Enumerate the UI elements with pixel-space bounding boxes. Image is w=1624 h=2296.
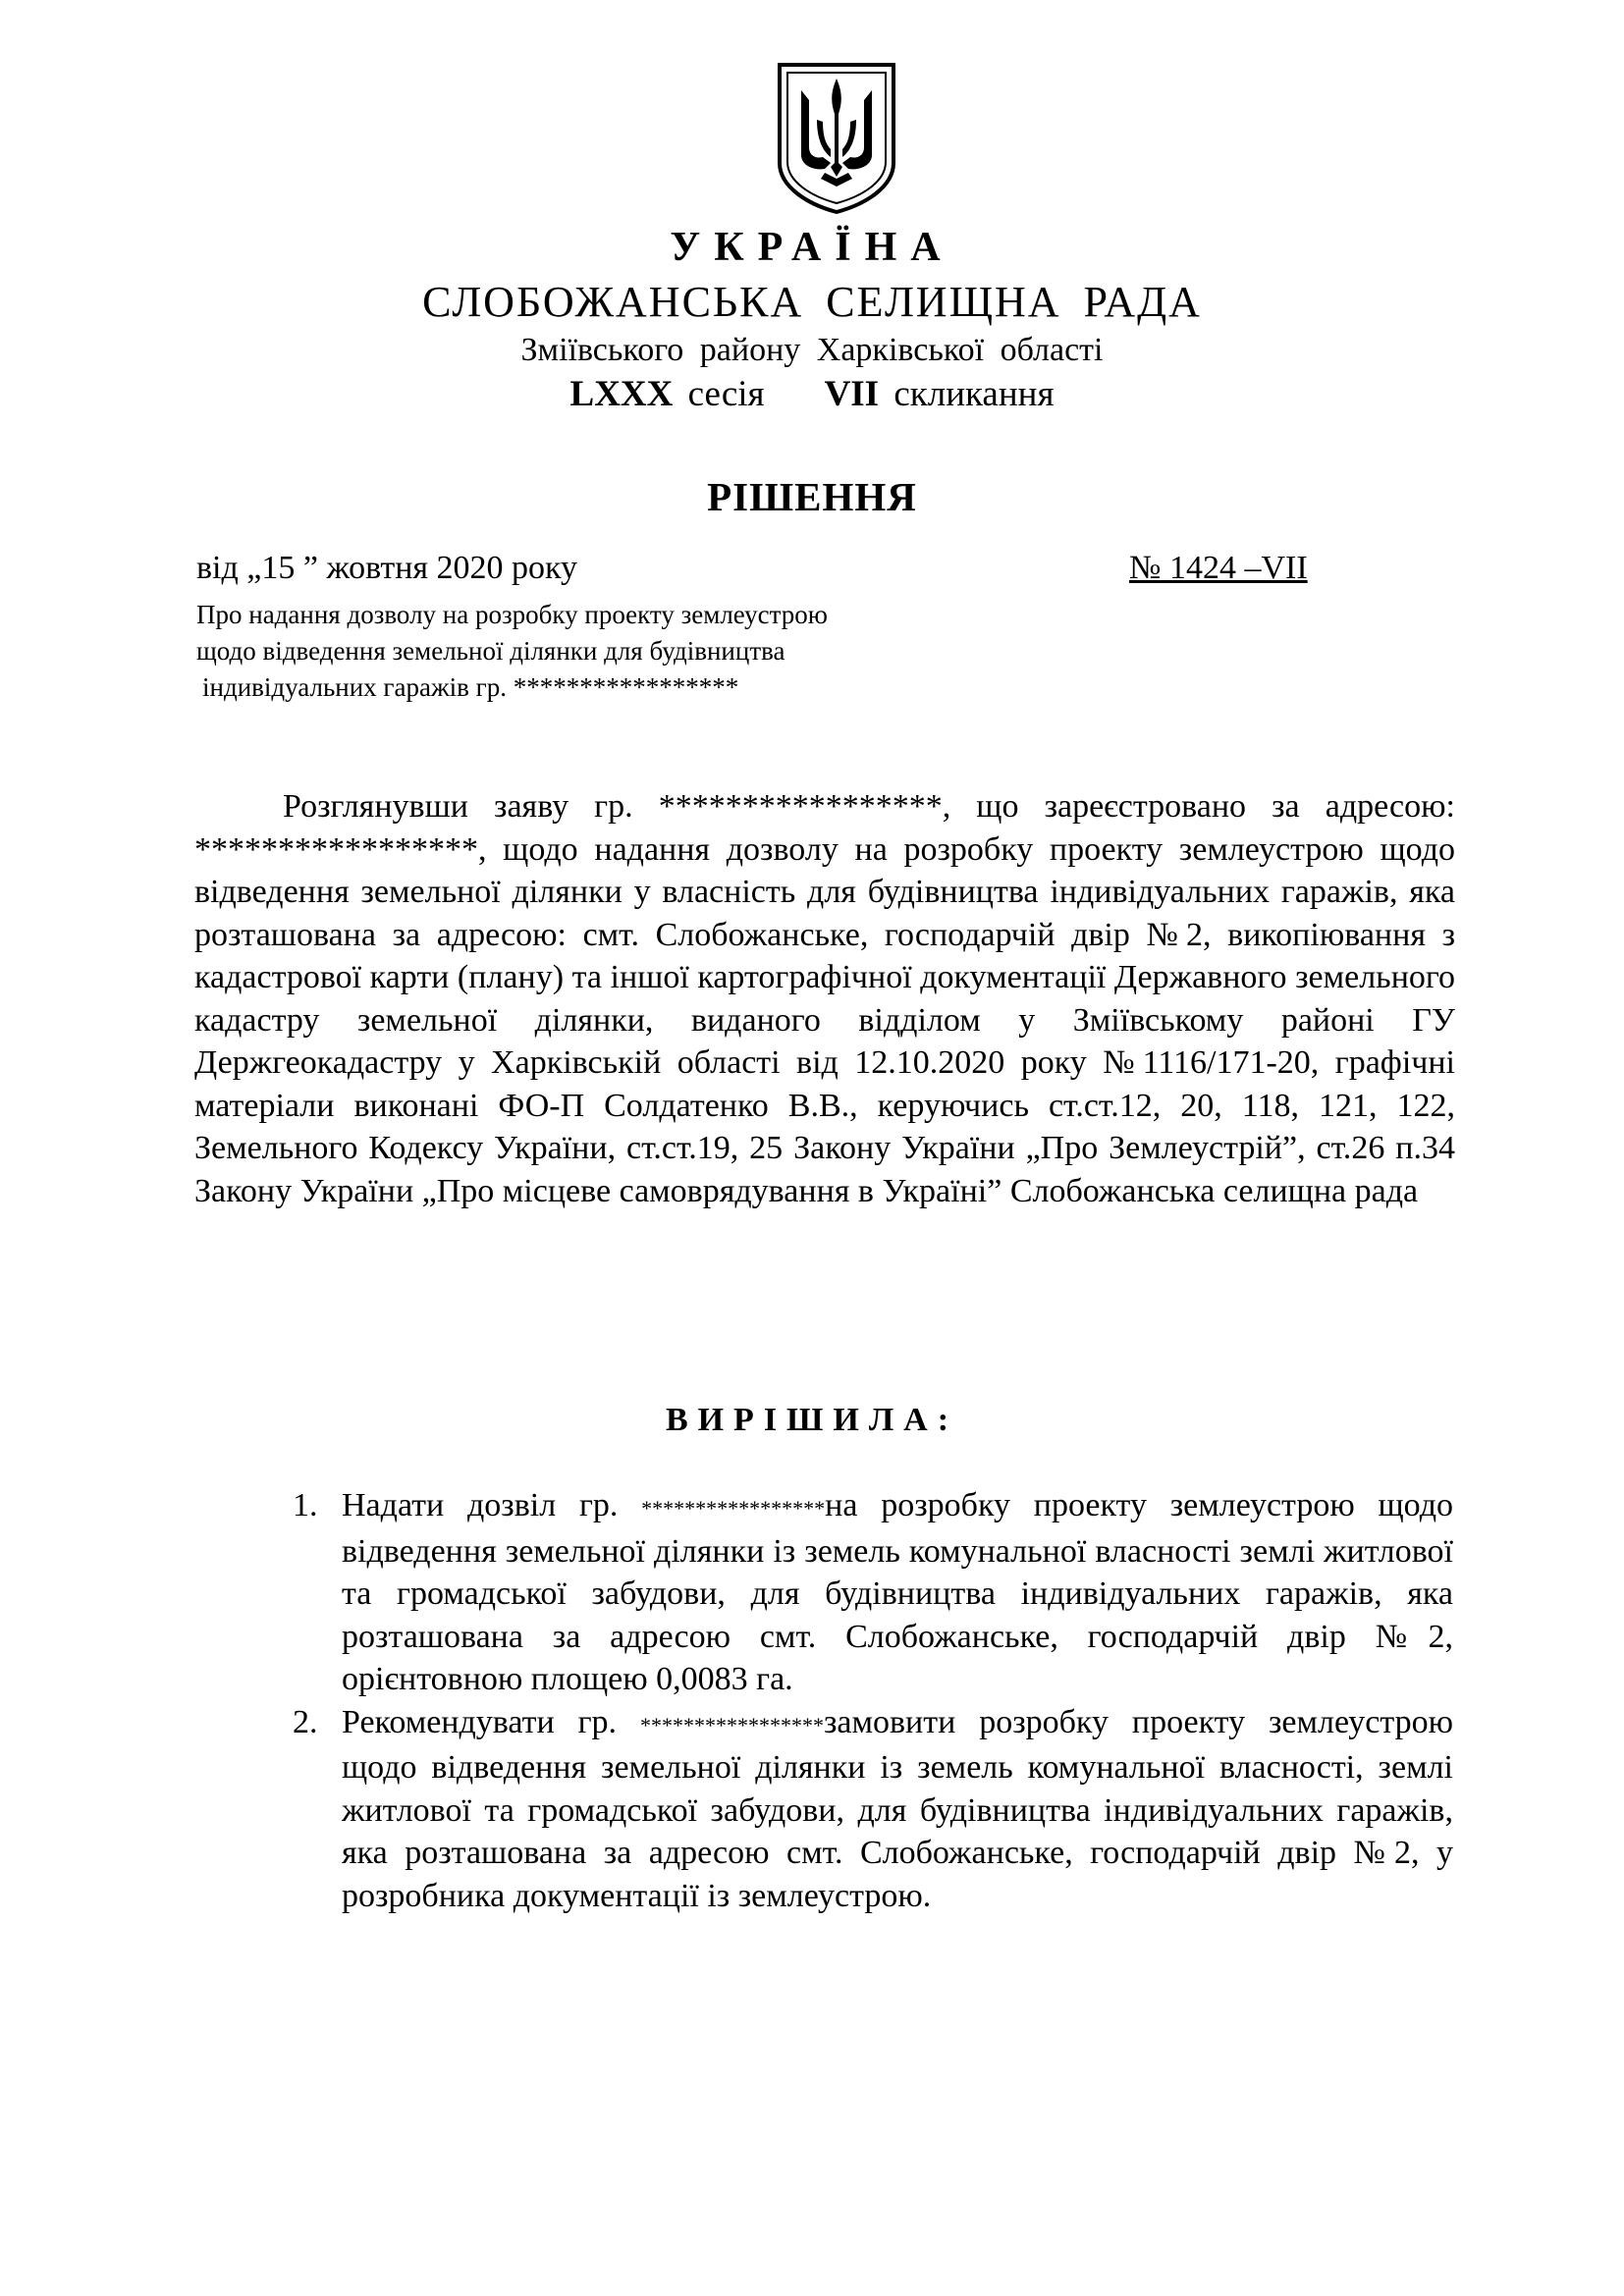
resolution-heading: ВИРІШИЛА: [665,1402,959,1438]
subject-line: Про надання дозволу на розробку проекту землеустрою [196,600,828,629]
item-number: 2. [293,1703,318,1740]
district-region: Зміївського району Харківської області [520,332,1104,368]
preamble-paragraph [194,785,1455,1212]
resolution-list [285,1484,1453,1917]
document-title: РІШЕННЯ [707,474,917,519]
convocation-word: скликання [893,374,1055,414]
subject-line: індивідуальних гаражів гр. ***************** [202,672,739,702]
session-roman: LXXX [569,374,674,414]
item-lead: Надати дозвіл гр. [342,1487,619,1523]
item-lead: Рекомендувати гр. [342,1703,618,1740]
decision-number: № 1424 –VII [1129,550,1308,586]
subject-line: щодо відведення земельної ділянки для будівництва [196,636,785,666]
item-number: 1. [293,1487,318,1523]
session-line [0,373,1624,415]
redacted-name: ***************** [641,1496,826,1521]
country-name: УКРАЇНА [670,225,954,270]
list-item [285,1701,1453,1918]
item-text: замовити розробку проекту землеустрою щодо відведення земельної ділянки із земель комунальної власності, землі житлової та громадської забудови, для будівництва індивідуальних гаражів, яка розташована за адресою смт. Слобожанське, господарчій двір №2, у розробника документації із землеустрою. [342,1703,1453,1914]
list-item [285,1484,1453,1701]
trident-coat-of-arms-icon [774,61,899,216]
convocation-roman: VII [824,374,880,414]
session-word: сесія [687,374,765,414]
council-name: СЛОБОЖАНСЬКА СЕЛИЩНА РАДА [422,278,1202,326]
item-text: на розробку проекту землеустрою щодо відведення земельної ділянки із земель комунальної власності землі житлової та громадської забудови, для будівництва індивідуальних гаражів, яка розташована за адресою смт. Слобожанське, господарчій двір №2, орієнтовною площею 0,0083 га. [342,1487,1453,1697]
decision-subject [196,597,828,706]
decision-date: від „15 ” жовтня 2020 року [196,550,578,586]
redacted-name: ***************** [639,1712,824,1737]
preamble-text: Розглянувши заяву гр. *****************, що зареєстровано за адресою: *****************, щодо надання дозволу на розробку проекту землеустрою щодо відведення земельної ділянки у власність для будівництва індивідуальних гаражів, яка розташована за адресою: смт. Слобожанське, господарчій двір №2, викопіювання з кадастрової карти (плану) та іншої картографічної документації Державного земельного кадастру земельної ділянки, виданого відділом у Зміївському районі ГУ Держгеокадастру у Харківській області від 12.10.2020 року №1116/171-20, графічні матеріали виконані ФО-П Солдатенко В.В., керуючись ст.ст.12, 20, 118, 121, 122, Земельного Кодексу України, ст.ст.19, 25 Закону України „Про Землеустрій”, ст.26 п.34 Закону України „Про місцеве самоврядування в Україні” Слобожанська селищна рада [194,788,1455,1209]
